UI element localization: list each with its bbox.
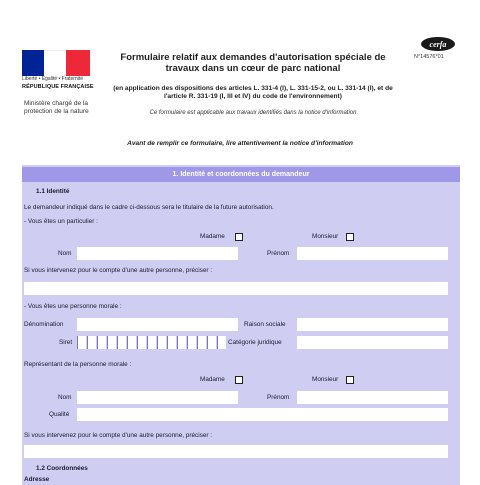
qualite-label: Qualité: [49, 411, 70, 418]
ministry-label: Ministère chargé de la protection de la nature: [24, 100, 89, 115]
marianne-logo: [22, 50, 90, 76]
denomination-label: Dénomination: [24, 321, 64, 328]
subsection-identite: 1.1 Identité: [36, 188, 70, 195]
republic-name: RÉPUBLIQUE FRANÇAISE: [22, 84, 94, 90]
raison-sociale-field[interactable]: [297, 318, 448, 331]
denomination-field[interactable]: [77, 318, 238, 331]
republic-motto: Liberté • Égalité • Fraternité: [22, 76, 84, 82]
cerfa-logo: cerfa: [421, 37, 455, 51]
representant-label: Représentant de la personne morale :: [24, 361, 132, 368]
nom-label: Nom: [58, 250, 72, 257]
rep-nom-field[interactable]: [77, 391, 238, 404]
autre-personne-field[interactable]: [24, 282, 448, 295]
rep-monsieur-label: Monsieur: [312, 376, 339, 383]
monsieur-label: Monsieur: [312, 233, 339, 240]
categorie-juridique-label: Catégorie juridique: [228, 339, 282, 346]
rep-madame-checkbox[interactable]: [235, 376, 243, 384]
rep-monsieur-checkbox[interactable]: [346, 376, 354, 384]
form-title: Formulaire relatif aux demandes d'autorisation spéciale de travaux dans un cœur de parc national: [120, 52, 386, 74]
rep-autre-personne-field[interactable]: [24, 445, 448, 458]
subsection-coordonnees: 1.2 Coordonnées: [36, 465, 88, 472]
prenom-field[interactable]: [297, 247, 448, 260]
applicable-note: Ce formulaire est applicable aux travaux identifiés dans la notice d'information: [149, 110, 357, 116]
siret-field[interactable]: [77, 336, 226, 349]
adresse-label: Adresse: [24, 476, 50, 483]
rep-prenom-label: Prénom: [267, 394, 290, 401]
monsieur-checkbox[interactable]: [346, 233, 354, 241]
qualite-field[interactable]: [77, 408, 448, 421]
madame-label: Madame: [200, 233, 225, 240]
prenom-label: Prénom: [267, 250, 290, 257]
nom-field[interactable]: [77, 247, 238, 260]
read-notice-instruction: Avant de remplir ce formulaire, lire attentivement la notice d'information: [127, 140, 353, 147]
form-subtitle: (en application des dispositions des articles L. 331-4 (I), L. 331-15-2, ou L. 331-14 (I), et de l'article R. 331-19 (I, III et IV) du code de l'environnement): [113, 85, 393, 100]
intro-text: Le demandeur indiqué dans le cadre ci-dessous sera le titulaire de la future autorisation.: [24, 204, 274, 211]
raison-sociale-label: Raison sociale: [244, 321, 286, 328]
section-header: 1. Identité et coordonnées du demandeur: [22, 167, 460, 182]
rep-nom-label: Nom: [58, 394, 72, 401]
rep-autre-personne-label: Si vous intervenez pour le compte d'une autre personne, préciser :: [24, 432, 213, 439]
siret-label: Siret: [59, 339, 73, 346]
rep-madame-label: Madame: [200, 376, 225, 383]
rep-prenom-field[interactable]: [297, 391, 448, 404]
categorie-juridique-field[interactable]: [297, 336, 448, 349]
autre-personne-label: Si vous intervenez pour le compte d'une autre personne, préciser :: [24, 267, 213, 274]
personne-morale-label: - Vous êtes une personne morale :: [24, 303, 122, 310]
cerfa-number: N°14576*01: [414, 54, 444, 60]
madame-checkbox[interactable]: [235, 233, 243, 241]
particulier-label: - Vous êtes un particulier :: [24, 218, 98, 225]
